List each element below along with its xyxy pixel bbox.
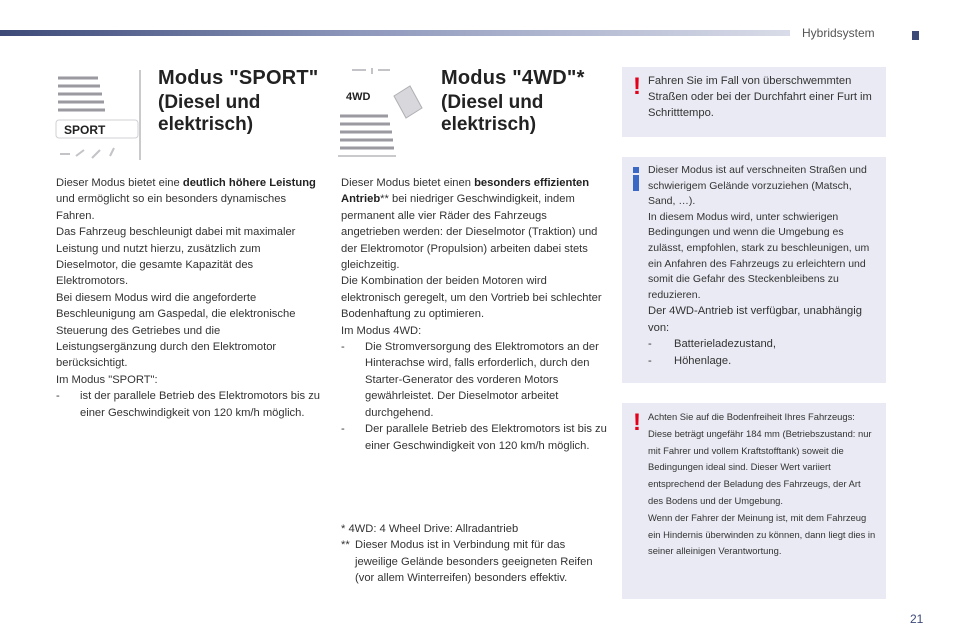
info-icon — [633, 167, 639, 191]
header-bar — [0, 30, 790, 36]
page-number: 21 — [910, 612, 924, 626]
warning-icon: ! — [633, 73, 641, 100]
sport-dial-icon — [50, 66, 146, 162]
sport-title: Modus "SPORT" — [158, 67, 319, 89]
sport-emphasis: deutlich höhere Leistung — [182, 177, 316, 189]
info-paragraph-2: In diesem Modus wird, unter schwierigen Bedingungen und wenn die Umgebung es zulässt, empfohlen, stark zu beschleunigen, um ein Anfahren des Fahrzeugs zu erleichtern und somit die Gefahr des Steckenbleibens zu reduzieren. — [648, 210, 870, 301]
4wd-subtitle: (Diesel und elektrisch) — [441, 92, 544, 135]
clearance-paragraph-1: Achten Sie auf die Bodenfreiheit Ihres Fahrzeugs: Diese beträgt ungefähr 184 mm (Betriebszustand: nur mit Fahrer und vollem Kraftstofftank) soweit die Bedingungen ideal sind. Dieser Wert variiert entsprechend der Beladung des Fahrzeugs, der Art des Bodens und der Umgebung. — [648, 411, 872, 506]
sport-body — [56, 175, 322, 421]
sport-list-item: - ist der parallele Betrieb des Elektromotors bis zu einer Geschwindigkeit von 120 km/h möglich. — [56, 390, 321, 419]
info-list-item: - Höhenlage. — [648, 354, 732, 367]
info-box-4wd — [622, 157, 886, 383]
section-marker — [912, 31, 919, 40]
4wd-paragraph-3: Im Modus 4WD: — [341, 324, 422, 337]
4wd-dial-icon — [336, 66, 436, 162]
4wd-list-item: - Die Stromversorgung des Elektromotors an der Hinterachse wird, falls erforderlich, durch den Starter-Generator des vorderen Motors gewährleistet. Der Dieselmotor arbeitet durchgehend. — [341, 341, 599, 419]
warning-text-clearance — [648, 409, 876, 560]
4wd-list-item: - Der parallele Betrieb des Elektromotors ist bis zu einer Geschwindigkeit von 120 km/h möglich. — [341, 423, 607, 452]
4wd-paragraph-2: Die Kombination der beiden Motoren wird elektronisch geregelt, um den Vortrieb bei schlechter Bodenhaftung zu optimieren. — [341, 275, 602, 321]
footnotes — [341, 521, 607, 587]
sport-paragraph-4: Im Modus "SPORT": — [56, 373, 158, 386]
warning-icon: ! — [633, 409, 641, 436]
sport-paragraph-2: Das Fahrzeug beschleunigt dabei mit maximaler Leistung und nutzt hierzu, zusätzlich zum Dieselmotor, die gesamte Kapazität des Elektromotors. — [56, 226, 296, 288]
4wd-body — [341, 175, 607, 454]
footnote-2: ** Dieser Modus ist in Verbindung mit für das jeweilige Gelände besonders geeigneten Reifen (vor allem Winterreifen) besonders effektiv. — [341, 539, 593, 585]
4wd-title: Modus "4WD"* — [441, 67, 585, 89]
info-text — [648, 163, 876, 369]
sport-dial-label: SPORT — [64, 123, 106, 137]
sport-paragraph-1: Dieser Modus bietet eine deutlich höhere Leistung und ermöglicht so ein besonders dynamisches Fahren. — [56, 177, 316, 222]
warning-box-clearance — [622, 403, 886, 599]
sport-paragraph-3: Bei diesem Modus wird die angeforderte Beschleunigung am Gaspedal, die elektronische Steuerung des Getriebes und die Leistungsergänzung durch den Elektromotor berücksichtigt. — [56, 291, 296, 370]
4wd-paragraph-1: Dieser Modus bietet einen besonders effizienten Antrieb** bei niedriger Geschwindigkeit, indem permanent alle vier Räder des Fahrzeugs angetrieben werden: der Dieselmotor (Traktion) und der Elektromotor (Propulsion) arbeiten dabei stets gleichzeitig. — [341, 177, 598, 272]
info-paragraph-1: Dieser Modus ist auf verschneiten Straßen und schwierigem Gelände vorzuziehen (Matsch, Sand, …). — [648, 164, 867, 208]
section-title: Hybridsystem — [802, 26, 875, 40]
4wd-dial-label: 4WD — [346, 91, 371, 103]
info-list-item: - Batterieladezustand, — [648, 338, 776, 351]
4wd-emphasis: besonders effizienten Antrieb — [341, 177, 590, 206]
info-paragraph-3: Der 4WD-Antrieb ist verfügbar, unabhängig von: — [648, 305, 862, 334]
warning-text-flood: Fahren Sie im Fall von überschwemmten Straßen oder bei der Durchfahrt einer Furt im Schritttempo. — [648, 75, 872, 119]
sport-subtitle: (Diesel und elektrisch) — [158, 92, 261, 135]
warning-box-flood — [622, 67, 886, 137]
footnote-1: * 4WD: 4 Wheel Drive: Allradantrieb — [341, 523, 519, 535]
clearance-paragraph-2: Wenn der Fahrer der Meinung ist, mit dem Fahrzeug ein Hindernis überwinden zu können, dann liegt dies in seiner alleinigen Verantwortung. — [648, 511, 876, 557]
